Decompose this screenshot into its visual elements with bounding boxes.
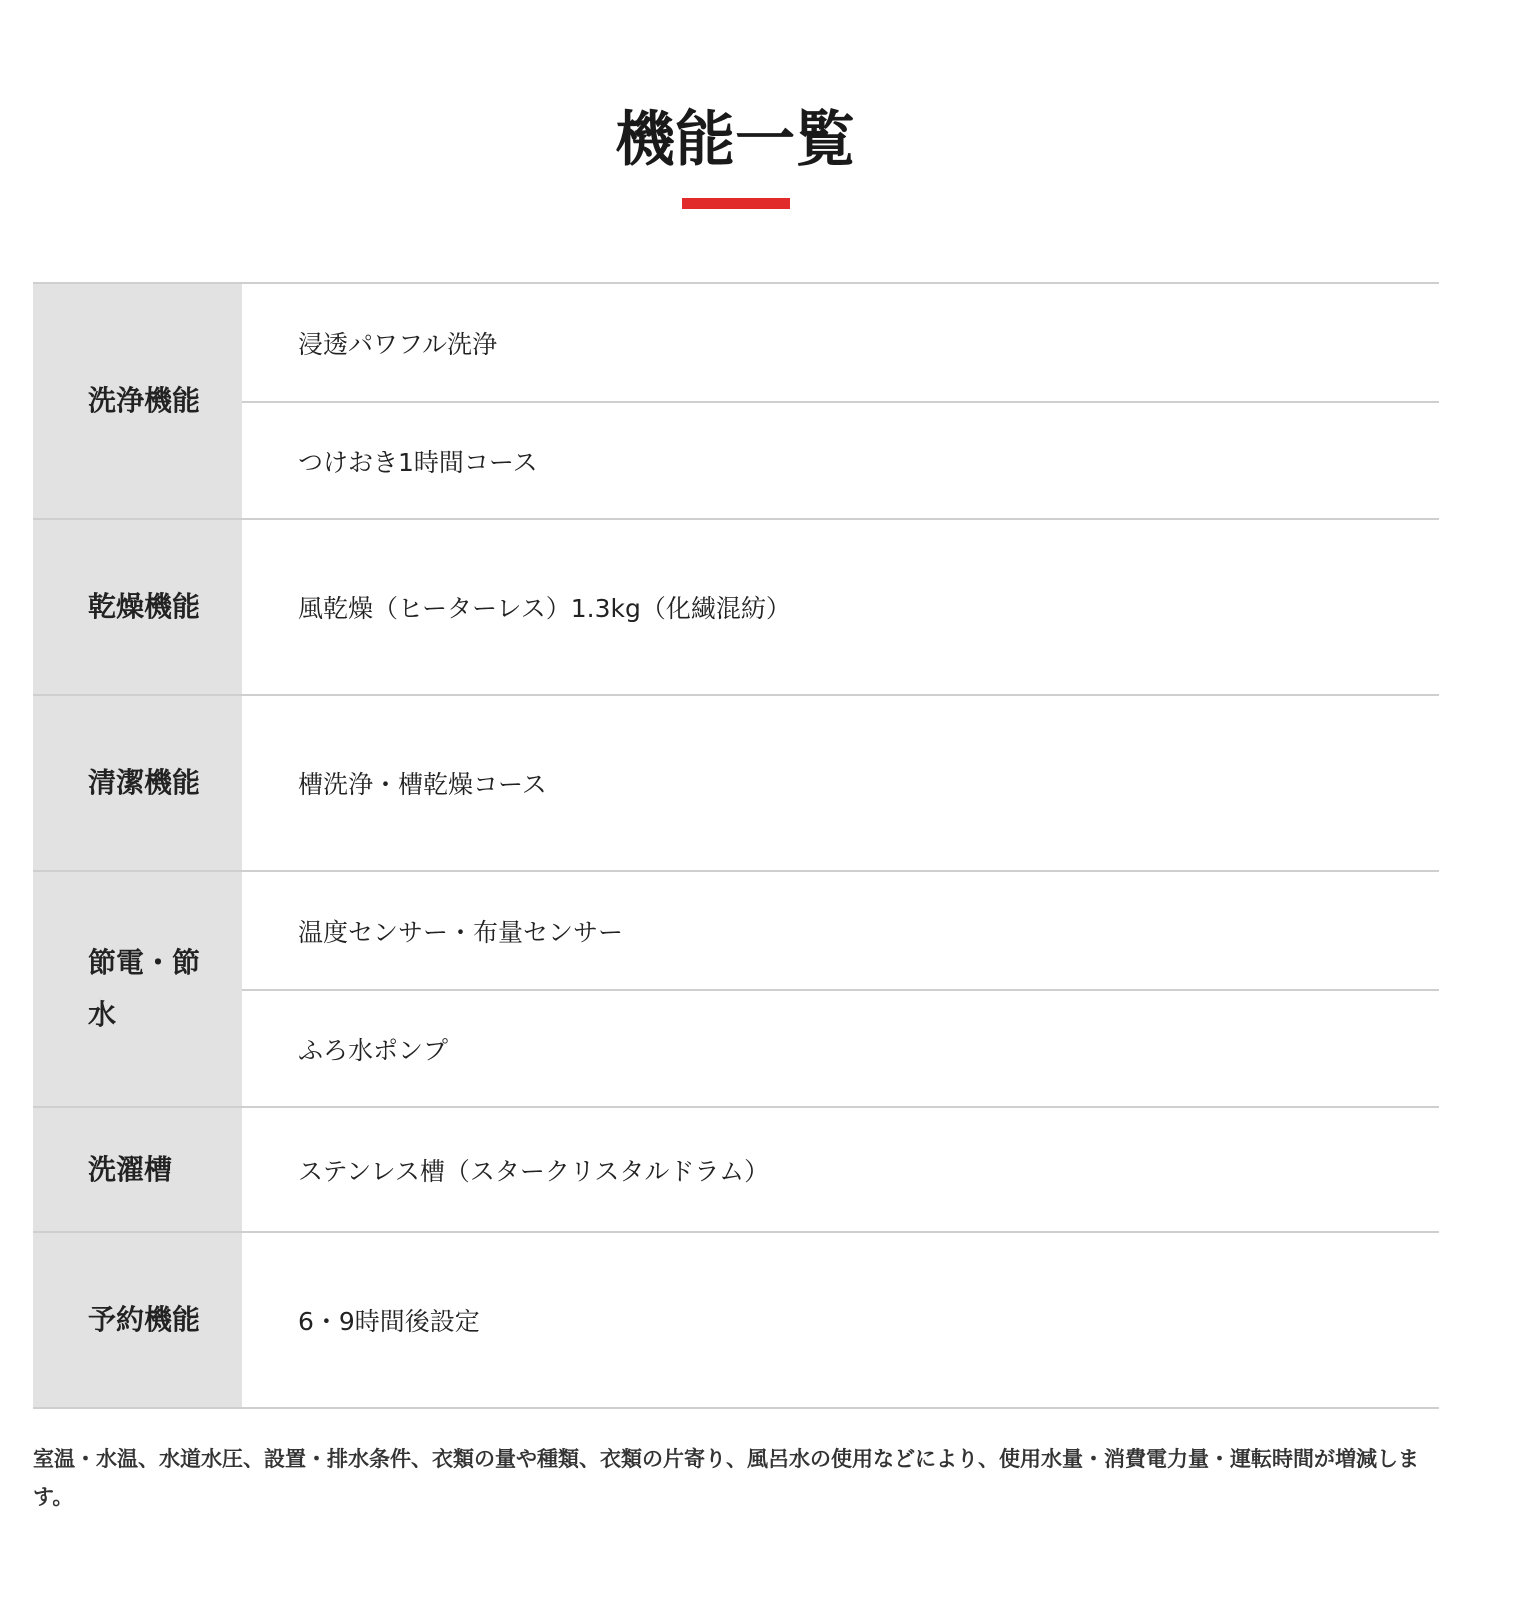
row-values bbox=[242, 1233, 1439, 1407]
row-value: 風乾燥（ヒーターレス）1.3kg（化繊混紡） bbox=[298, 594, 791, 623]
feature-table bbox=[33, 282, 1439, 1409]
row-values bbox=[242, 284, 1439, 518]
row-label: 清潔機能 bbox=[88, 766, 201, 799]
row-label: 節電・節水 bbox=[88, 946, 201, 1031]
row-label-cell bbox=[33, 1108, 242, 1231]
row-value: ふろ水ポンプ bbox=[242, 989, 1439, 1106]
row-value: 槽洗浄・槽乾燥コース bbox=[298, 770, 547, 799]
page-title: 機能一覧 bbox=[615, 105, 855, 175]
row-values bbox=[242, 520, 1439, 694]
row-values bbox=[242, 872, 1439, 1106]
table-row bbox=[33, 872, 1439, 1108]
row-values bbox=[242, 696, 1439, 870]
row-value: ステンレス槽（スタークリスタルドラム） bbox=[298, 1156, 770, 1186]
footnote: 室温・水温、水道水圧、設置・排水条件、衣類の量や種類、衣類の片寄り、風呂水の使用などにより、使用水量・消費電力量・運転時間が増減します。 bbox=[33, 1447, 1419, 1509]
table-row bbox=[33, 696, 1439, 872]
row-value: 温度センサー・布量センサー bbox=[298, 917, 624, 947]
row-label: 洗濯槽 bbox=[88, 1152, 173, 1186]
row-label-cell bbox=[33, 1233, 242, 1407]
table-row bbox=[33, 284, 1439, 520]
row-label: 乾燥機能 bbox=[88, 590, 201, 623]
row-label: 予約機能 bbox=[88, 1303, 201, 1336]
row-value: つけおき1時間コース bbox=[242, 401, 1439, 518]
row-values bbox=[242, 1108, 1439, 1231]
row-label-cell bbox=[33, 872, 242, 1106]
table-row bbox=[33, 1233, 1439, 1409]
title-underline bbox=[682, 198, 790, 209]
table-row bbox=[33, 520, 1439, 696]
row-label: 洗浄機能 bbox=[88, 384, 201, 417]
table-row bbox=[33, 1108, 1439, 1233]
row-value: 浸透パワフル洗浄 bbox=[298, 329, 498, 359]
row-label-cell bbox=[33, 696, 242, 870]
row-value: 6・9時間後設定 bbox=[298, 1307, 480, 1336]
row-label-cell bbox=[33, 284, 242, 518]
row-label-cell bbox=[33, 520, 242, 694]
